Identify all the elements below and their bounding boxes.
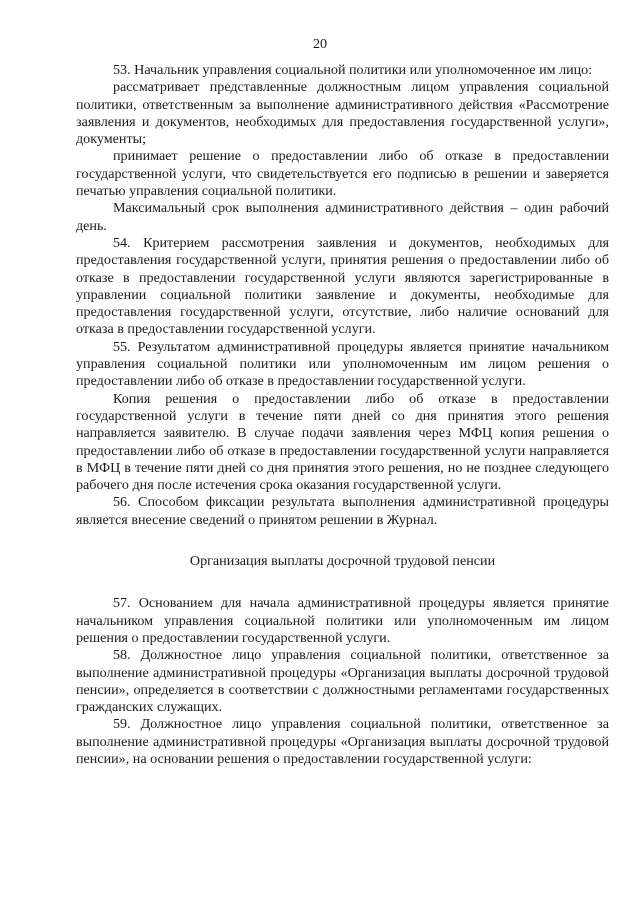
paragraph-55: 55. Результатом административной процедуры является принятие начальником управления социальной политики или уполномоченным им лицом решения о предоставлении либо об отказе в предоставлении государственной услуги. <box>76 338 609 390</box>
paragraph-55-copy: Копия решения о предоставлении либо об отказе в предоставлении государственной услуги в течение пяти дней со дня принятия этого решения направляется заявителю. В случае подачи заявления через МФЦ копия решения о предоставлении либо об отказе в предоставлении государственной услуги направляется в МФЦ в течение пяти дней со дня принятия этого решения, но не позднее следующего рабочего дня после истечения срока оказания государственной услуги. <box>76 390 609 494</box>
paragraph-58: 58. Должностное лицо управления социальной политики, ответственное за выполнение административной процедуры «Организация выплаты досрочной трудовой пенсии», определяется в соответствии с должностными регламентами государственных гражданских служащих. <box>76 647 609 716</box>
paragraph-56: 56. Способом фиксации результата выполнения административной процедуры является внесение сведений о принятом решении в Журнал. <box>76 494 609 528</box>
section-heading: Организация выплаты досрочной трудовой пенсии <box>189 553 496 570</box>
paragraph-53-max-term: Максимальный срок выполнения административного действия – один рабочий день. <box>76 200 609 234</box>
page-number: 20 <box>312 36 328 52</box>
paragraph-53-decision: принимает решение о предоставлении либо об отказе в предоставлении государственной услуги, что свидетельствуется его подписью в решении и заверяется печатью управления социальной политики. <box>76 148 609 200</box>
paragraph-53: 53. Начальник управления социальной политики или уполномоченное им лицо: <box>113 62 593 78</box>
paragraph-53-review: рассматривает представленные должностным лицом управления социальной политики, ответственным за выполнение административного действия «Рассмотрение заявления и документов, необходимых для предоставления государственной услуги», документы; <box>76 79 609 148</box>
paragraph-57: 57. Основанием для начала административной процедуры является принятие начальником управления социальной политики или уполномоченным им лицом решения о предоставлении государственной услуги. <box>76 595 609 646</box>
paragraph-59: 59. Должностное лицо управления социальной политики, ответственное за выполнение административной процедуры «Организация выплаты досрочной трудовой пенсии», на основании решения о предоставлении государственной услуги: <box>76 716 609 767</box>
document-body <box>76 62 609 768</box>
paragraph-54: 54. Критерием рассмотрения заявления и документов, необходимых для предоставления государственной услуги, принятия решения о предоставлении либо об отказе в предоставлении государственной услуги являются зарегистрированные в управлении социальной политики заявление и документы, необходимые для предоставления государственной услуги, отсутствие, либо наличие оснований для отказа в предоставлении государственной услуги. <box>76 234 609 338</box>
